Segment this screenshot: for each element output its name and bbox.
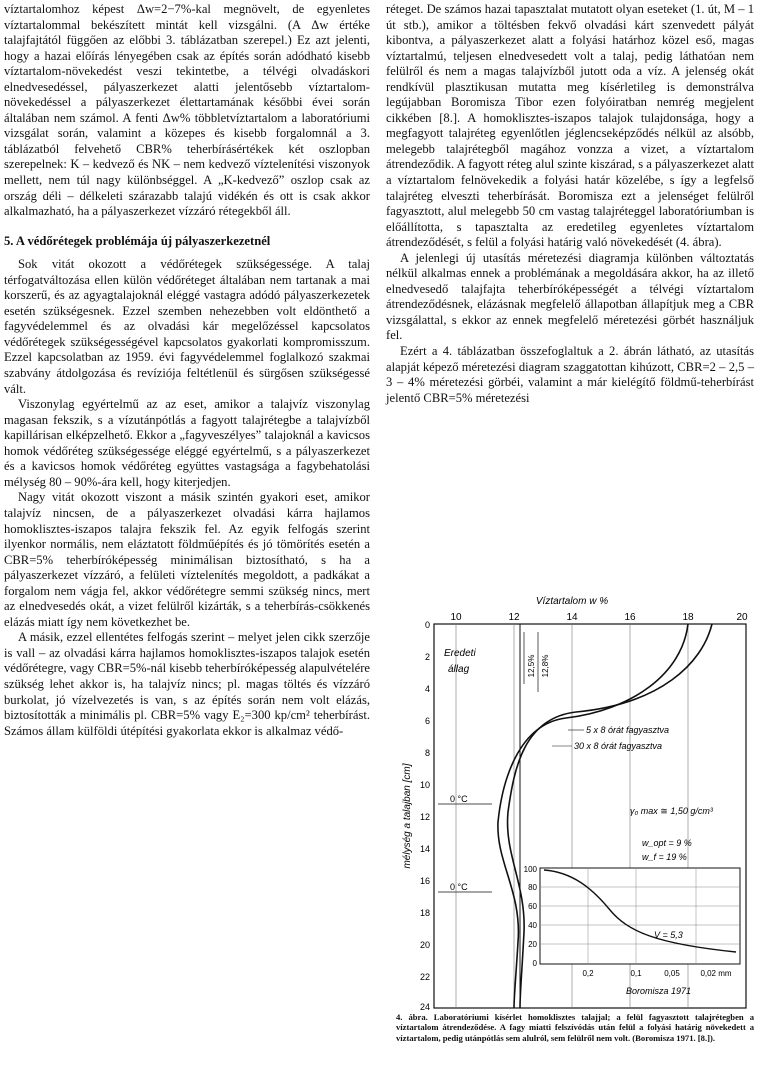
wopt-label: w_opt = 9 % (642, 838, 692, 848)
inset-x-tick: 0,1 (630, 969, 642, 978)
inset-x-tick: 0,05 (664, 969, 680, 978)
y-tick: 22 (419, 972, 430, 982)
figure-4-moisture-profile (396, 592, 752, 1012)
inset-y-tick: 80 (528, 883, 537, 892)
inset-x-tick: 0,02 mm (700, 969, 732, 978)
paragraph: Viszonylag egyértelmű az az eset, amikor a talajvíz viszonylag magasan fekszik, s a vízutánpótlás a fagyott talajrétegbe a talajvízből kapillárisan elképzelhető. Ekkor a „fagyveszélyes” talajoknál a kavicsos homok védőréteg szükségessége eléggé egyértelmű, s a pályaszerkezet és a kavicsos homok védőréteg együttes vastagsága a fagybehatolási mélység 80 – 90%-ára kell, hogy kiterjedjen. (4, 397, 370, 489)
y-tick: 4 (424, 684, 430, 694)
inset-credit: Boromisza 1971 (626, 986, 692, 996)
x-tick: 12 (508, 612, 520, 623)
y-axis-title: mélység a talajban [cm] (402, 763, 413, 869)
x-axis-title: Víztartalom w % (535, 596, 609, 607)
zero-c-label: 0 °C (450, 882, 468, 892)
y-tick: 12 (419, 812, 430, 822)
y-tick: 18 (419, 908, 430, 918)
inset-y-tick: 100 (523, 865, 537, 874)
inset-grain-size-chart (524, 865, 740, 996)
label-original-2: állag (448, 664, 470, 675)
paragraph: víztartalomhoz képest Δw=2−7%-kal megnövelt, de egyenletes víztartalommal bekészített mintát kell vizsgálni. (A Δw értéke talajfajtától függően az előbbi 3. táblázatban szerepel.) Ez azt jelenti, hogy a hazai előírás lényegében csak az építés során adódható kisebb víztartalom-növekedést veszi tekintetbe, a télvégi olvadáskori elnedvesedéssel, pályaszerkezet alatti jelentősebb víztartalom-növekedéssel a pályaszerkezet élettartamának későbbi évei során általában nem számol. A fenti Δw% többletvíztartalom a laboratóriumi vizsgálat során, valamint a közepes és kisebb forgalomnál a 3. táblázatból felvehető CBR% teherbírásértékek két oszlopban szerepelnek: K – kedvező és NK – nem kedvező víztelenítési viszonyok mellett, nem túl nagy különbséggel. A „K-kedvező” oszlop csak az ország déli – délkeleti szárazabb talajú vidékén és ott is csak akkor alkalmazható, ha a pályaszerkezet vízzáró rétegekből áll. (4, 2, 370, 219)
y-tick: 14 (419, 844, 430, 854)
zero-c-label: 0 °C (450, 794, 468, 804)
y-tick: 8 (424, 748, 430, 758)
right-column (386, 2, 754, 406)
x-tick: 14 (566, 612, 578, 623)
inset-y-tick: 40 (528, 921, 537, 930)
figure-caption: 4. ábra. Laboratóriumi kísérlet homoklisztes talajjal; a felül fagyasztott talajrétegben a víztartalom átrendeződése. A fagy miatti felszívódás után felül a folyási határig növekedett a víztartalom, pedig utánpótlás sem alulról, sem felülről nem volt. (Boromisza 1971. [8.]). (396, 1012, 754, 1043)
paragraph: Sok vitát okozott a védőrétegek szükségessége. A talaj térfogatváltozása ellen külön védőréteget általában nem tartanak a mai korszerű, és az agyagtalajoknál eléggé vastagra adódó pályaszerkezetek esetén szükségesnek. Ezzel szemben nehezebben volt eldönthető a fagyvédelemmel és az olvadási kár megelőzéssel kapcsolatos védőrétegek szükségességével kapcsolatos gyakorlati kompromisszum. Ezzel kapcsolatban az 1959. évi fagyvédelemmel foglalkozó szakmai szabvány átdolgozása és revíziója feltétlenül és sürgősen szükségessé vált. (4, 257, 370, 396)
section-heading: 5. A védőrétegek problémája új pályaszerkezetnél (4, 233, 271, 248)
inset-v-label: V = 5,3 (654, 930, 683, 940)
y-tick: 6 (424, 716, 430, 726)
y-tick: 2 (424, 652, 430, 662)
density-label: γ₀ max ≅ 1,50 g/cm³ (630, 806, 713, 816)
wl-label: w_f = 19 % (642, 852, 687, 862)
x-tick: 18 (682, 612, 694, 623)
y-tick: 20 (419, 940, 430, 950)
curve-label-5x8: 5 x 8 órát fagyasztva (586, 725, 670, 735)
dimension-label: 12,5% (527, 654, 536, 678)
paragraph: réteget. De számos hazai tapasztalat mutatott olyan eseteket (1. út, M – 1 út stb.), amikor a töltésben fekvő olvadási kárt szenvedett pályát kibontva, a pályaszerkezet alatt a folyási határhoz közel eső, magas víztartalmú, teljesen elnedvesedett volt a talaj, pedig láthatóan nem felülről és nem a magas talajvízből jutott oda a víz. A jelenség okát rendkívül plasztikusan mutatta meg kísérletileg is demonstrálva legújabban Boromisza Tibor ezen folyóiratban nemrég megjelent cikkében [8.]. A homoklisztes-iszapos talajok tulajdonsága, hogy a megfagyott talajréteg egyenlőtlen jéglencseképződés nélkül az alsóbb, melegebb talajrétegből magához vonzza a vizet, a víztartalom átrendeződik. A fagyott réteg alul szinte kiszárad, s a pályaszerkezet alatt a víztartalom felnövekedik a folyási határ közelébe, s így a legfelső talajréteg elveszti teherbírását. Boromisza ezt a jelenséget felülről fagyasztott, alul melegebb 50 cm vastag talajréteggel laboratóriumban is előállította, s tapasztalta az eredetileg egyenletes víztartalom átrendeződését, s felül a folyási határig való növekedését (4. ábra). (386, 2, 754, 250)
inset-x-tick: 0,2 (582, 969, 594, 978)
x-tick: 20 (736, 612, 748, 623)
paragraph: A jelenlegi új utasítás méretezési diagramja különben változtatás nélkül alkalmas ennek a problémának a megoldására akkor, ha az illető elnedvesedő talajfajta teherbíróképességét a télvégi víztartalom átrendeződésnek, elázásnak megfelelő állapotban állapítjuk meg a CBR vizsgálattal, s ekkor az ennek megfelelő méretezési görbét használjuk fel. (386, 250, 754, 343)
inset-y-tick: 20 (528, 940, 537, 949)
inset-y-tick: 0 (532, 959, 537, 968)
dimension-label: 12,8% (541, 654, 550, 678)
paragraph: A másik, ezzel ellentétes felfogás szerint – melyet jelen cikk szerzője is vall – az olvadási kárra hajlamos homoklisztes-iszapos talajok esetén védőrétegre, vagy CBR=5%-nál kisebb teherbíróképesség alapulvételére szükség lehet akkor is, ha talajvíz nincs; pl. magas töltés és vízzáró burkolat, jó vízelvezetés is van, s az építés során nem volt elázás, biztosították a minimális pl. CBR=5% vagy E₂=300 kp/cm² teherbírást. Számos állam külföldi útépítési gyakorlata ekkor is alkalmaz védő- (4, 630, 370, 738)
y-tick: 0 (424, 620, 430, 630)
label-original: Eredeti (444, 648, 476, 659)
x-tick: 10 (450, 612, 462, 623)
y-tick: 10 (419, 780, 430, 790)
left-column (4, 2, 370, 739)
inset-y-tick: 60 (528, 902, 537, 911)
y-tick: 24 (419, 1002, 430, 1012)
y-tick: 16 (419, 876, 430, 886)
curve-label-30x8: 30 x 8 órát fagyasztva (574, 741, 663, 751)
paragraph: Ezért a 4. táblázatban összefoglaltuk a 2. ábrán látható, az utasítás alapját képező méretezési diagram szaggatottan kihúzott, CBR=2 – 2,5 – 3 – 4% méretezési görbéi, valamint a már kielégítő földmű-teherbírást jelentő CBR=5% méretezési (386, 344, 754, 405)
paragraph: Nagy vitát okozott viszont a másik szintén gyakori eset, amikor talajvíz nincsen, de a pályaszerkezet olvadási kárra hajlamos homoklisztes-iszapos talajra fekszik fel. Az egyik felfogás szerint ilyenkor normális, nem eláztatott földműépítés és jó tömörítés esetén a CBR=5% teherbíróképesség minimálisan biztosítható, s ha a pályaszerkezet vízzáró, a felületi víztelenítés megoldott, a padkákat a forgalom nem vágja fel, akkor védőrétegre semmi szükség nincs, mert az elnedvesedés okát, a vizet felülről kizárták, s a teherbírás-csökkenés elázás miatt így nem következhet be. (4, 490, 370, 629)
x-tick: 16 (624, 612, 636, 623)
